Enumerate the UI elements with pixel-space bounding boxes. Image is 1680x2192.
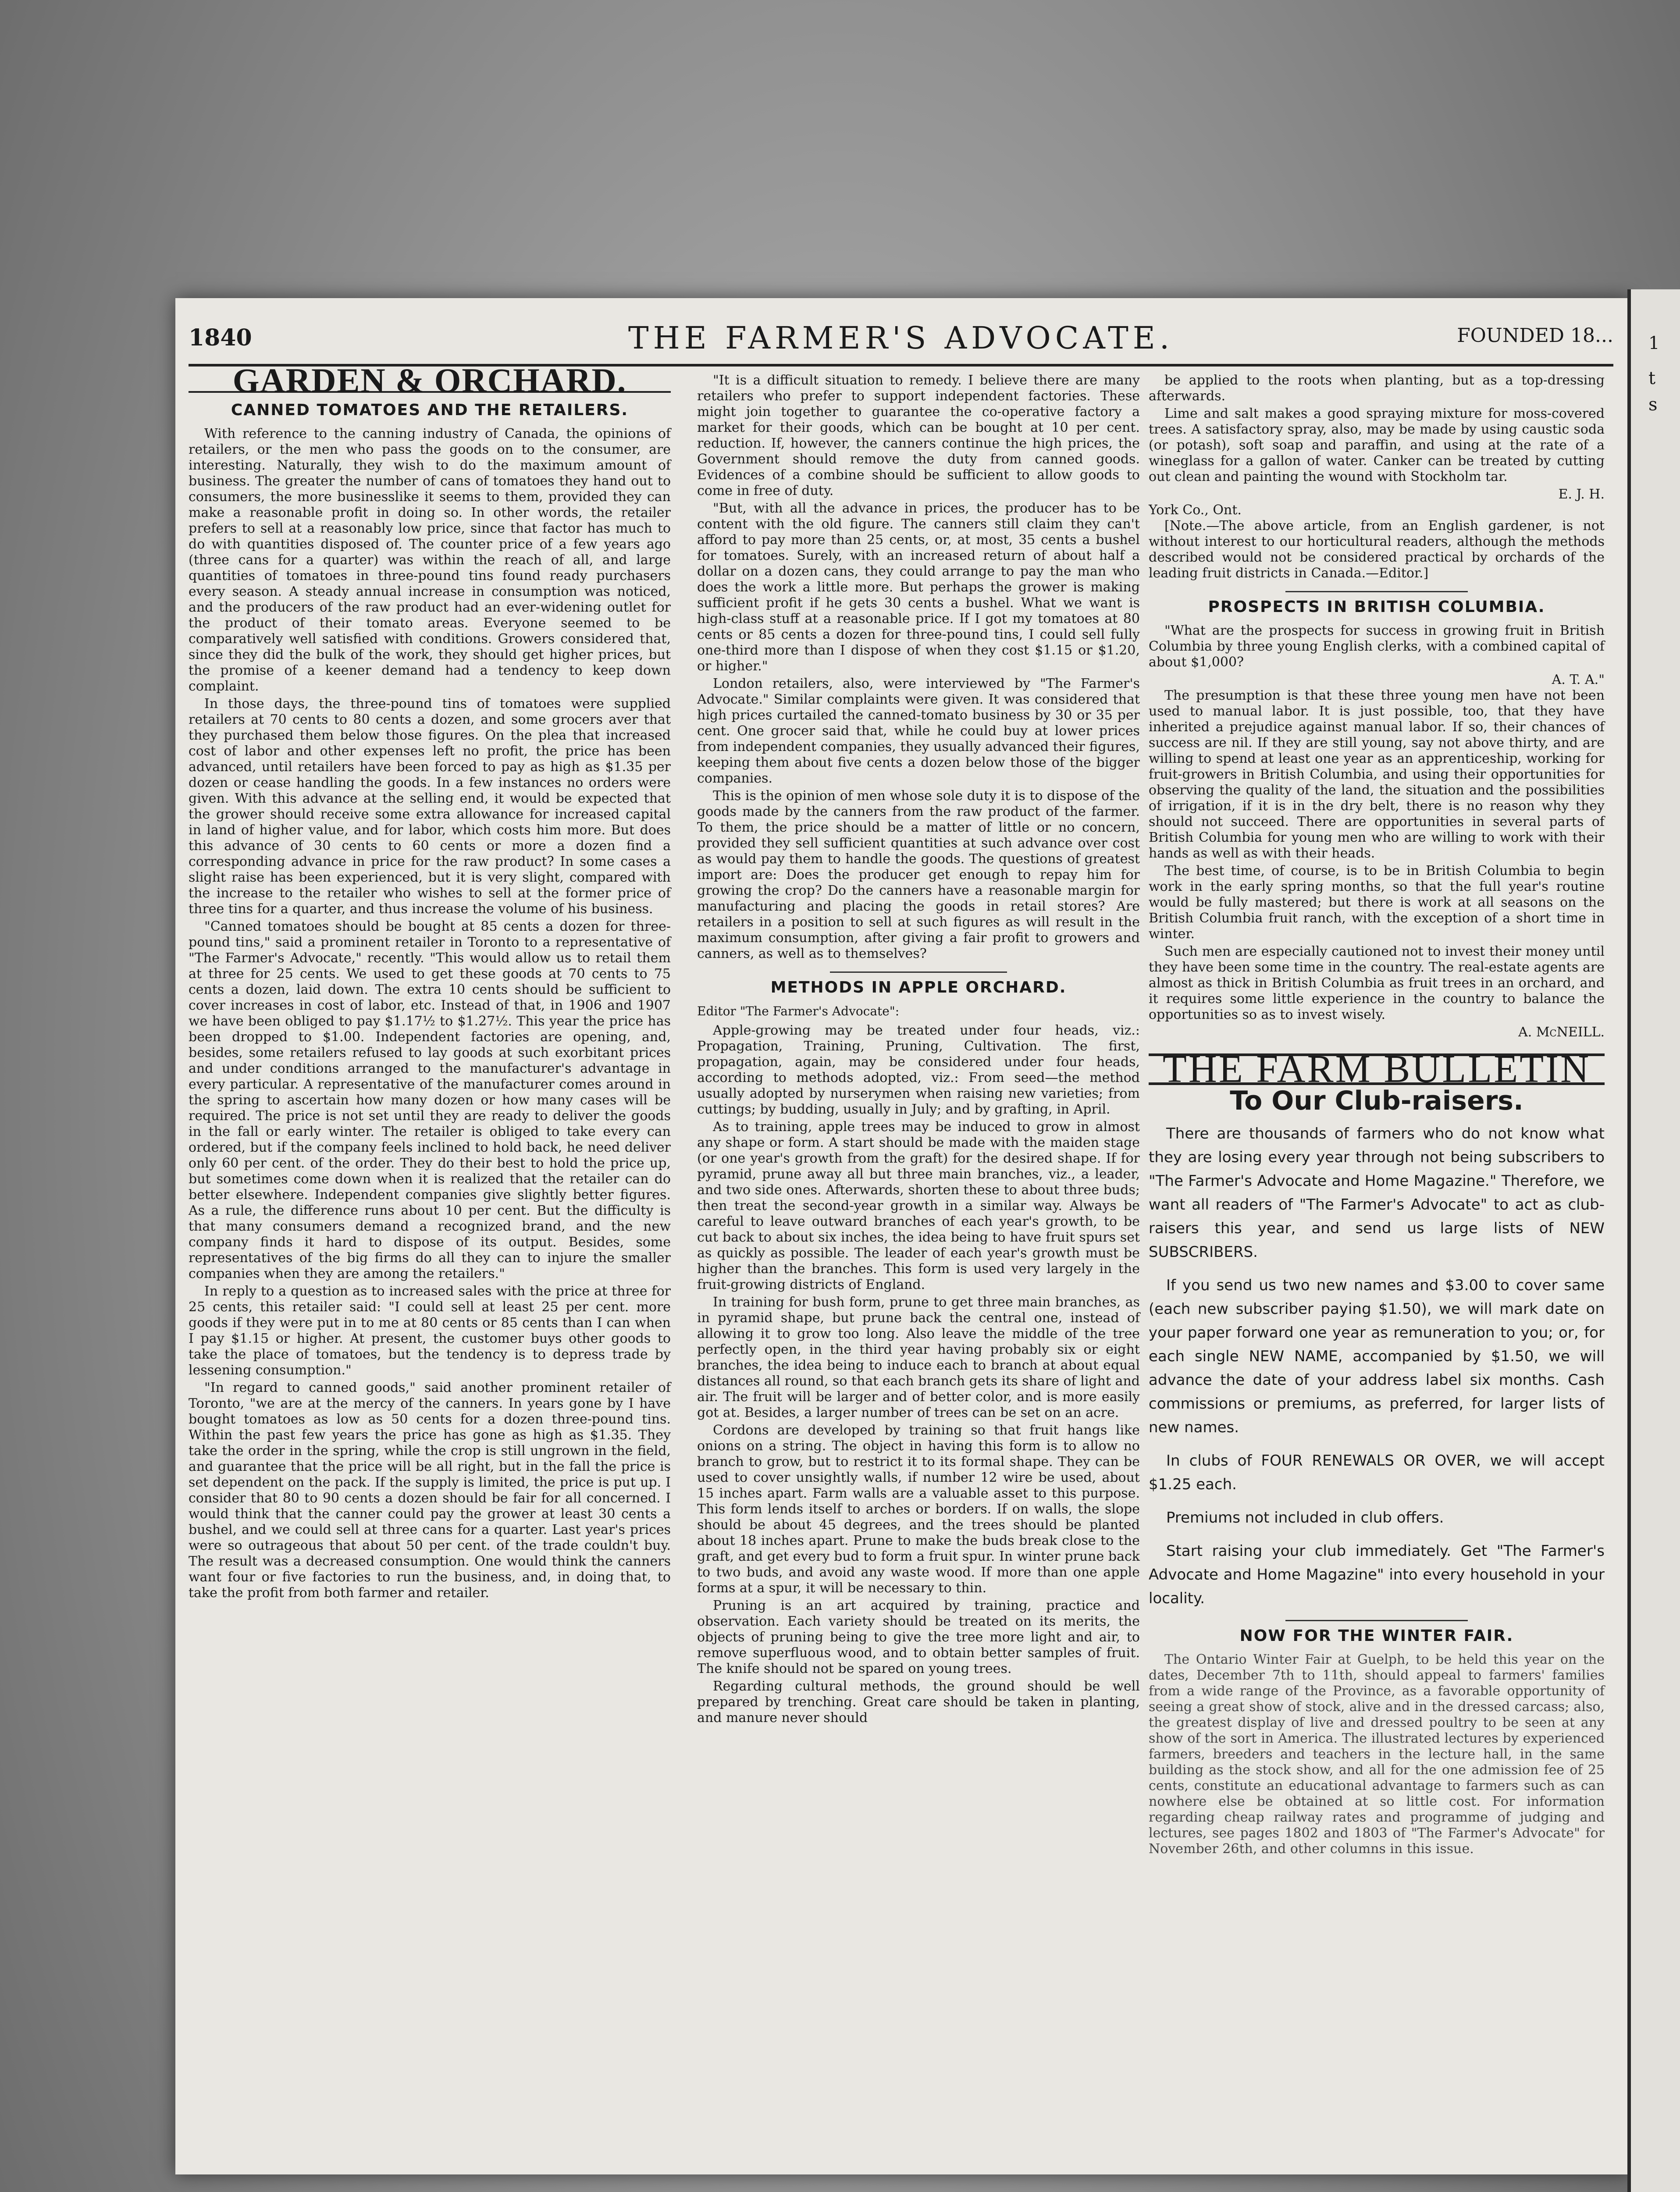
- place-line: York Co., Ont.: [1149, 502, 1242, 518]
- paragraph: Apple-growing may be treated under four heads, viz.: Propagation, Training, Pruning, Cultivation. The first, propagation, again, may be considered under four heads, according to methods adopted, viz.: From seed—the method usually adopted by nurserymen when raising new varieties; from cuttings; by budding, usually in July; and by grafting, in April.: [697, 1023, 1140, 1117]
- paragraph: The Ontario Winter Fair at Guelph, to be held this year on the dates, December 7th to 11th, should appeal to farmers' families from a wide range of the Province, as a favorable opportunity of seeing a great show of stock, alive and in the dressed carcass; also, the greatest display of live and dressed poultry to be seen at any show of the sort in America. The illustrated lectures by experienced farmers, breeders and teachers in the lecture hall, in the same building as the stock show, and all for the one admission fee of 25 cents, constitute an educational advantage to farmers such as can nowhere else be obtained at so little cost. For information regarding cheap railway rates and programme of judging and lectures, see pages 1802 and 1803 of "The Farmer's Advocate" for November 26th, and other columns in this issue.: [1149, 1652, 1605, 1857]
- paragraph: London retailers, also, were interviewed by "The Farmer's Advocate." Similar complaints were given. It was considered that high prices curtailed the canned-tomato business by 30 or 35 per cent. One grocer said that, while he could buy at lower prices from independent companies, they usually advanced their figures, keeping them about five cents a dozen below those of the bigger companies.: [697, 676, 1140, 786]
- paragraph: The presumption is that these three young men have not been used to manual labor. It is just possible, too, that they have inherited a prejudice against manual labor. If so, their chances of success are nil. If they are still young, say not above thirty, and are willing to spend at least one year as an apprenticeship, working for fruit-growers in British Columbia, and using their opportunities for observing the quality of the land, the situation and the possibilities of irrigation, if it is in the dry belt, there is no reason why they should not succeed. There are opportunities in several parts of British Columbia for young men who are willing to work with their hands as well as with their heads.: [1149, 688, 1605, 861]
- club-raisers-notice: [1149, 1122, 1605, 1610]
- column-2: [697, 373, 1140, 1728]
- paragraph: "In regard to canned goods," said another prominent retailer of Toronto, "we are at the mercy of the canners. In years gone by I have bought tomatoes as low as 50 cents for a dozen three-pound tins. Within the past few years the price has gone as high as $1.35. They take the order in the spring, while the crop is still ungrown in the field, and guarantee that the price will be all right, but in the fall the price is set dependent on the pack. If the supply is limited, the price is put up. I consider that 80 to 90 cents a dozen should be fair for all concerned. I would think that the canner could pay the grower at least 30 cents a bushel, and we could sell at three cans for a quarter. Last year's prices were so outrageous that about 50 per cent. of the trade couldn't buy. The result was a decreased consumption. One would think the canners want four or five factories to run the business, and, in doing that, to take the profit from both farmer and retailer.: [189, 1380, 671, 1601]
- article-headline: METHODS IN APPLE ORCHARD.: [770, 979, 1067, 996]
- divider: [1285, 1620, 1468, 1621]
- paragraph: Regarding cultural methods, the ground should be well prepared by trenching. Great care should be taken in planting, and manure never should: [697, 1679, 1140, 1726]
- paragraph: There are thousands of farmers who do not know what they are losing every year through not being subscribers to "The Farmer's Advocate and Home Magazine." Therefore, we want all readers of "The Farmer's Advocate" to act as club-raisers this year, and send us large lists of NEW SUBSCRIBERS.: [1149, 1125, 1605, 1261]
- paragraph: If you send us two new names and $3.00 to cover same (each new subscriber paying $1.50), we will mark date on your paper forward one year as remuneration to you; or, for each single NEW NAME, accompanied by $1.50, we will advance the date of your address label six months. Cash commissions or premiums, as preferred, for larger lists of new names.: [1149, 1277, 1605, 1436]
- paragraph: In those days, the three-pound tins of tomatoes were supplied retailers at 70 cents to 80 cents a dozen, and some grocers aver that they purchased them below those figures. On the plea that increased cost of labor and other expenses left no profit, the price has been advanced, until retailers have been forced to pay as high as $1.35 per dozen or cease handling the goods. In a few instances no orders were given. With this advance at the selling end, it would be expected that the grower should receive some extra allowance for increased capital in land of higher value, and for labor, which costs him more. But does this advance of 30 cents to 60 cents or more a dozen find a corresponding advance in price for the raw product? In some cases a slight raise has been experienced, but it is very slight, compared with the increase to the retailer who wishes to sell at the former price of three tins for a quarter, and thus increase the volume of his business.: [189, 696, 671, 917]
- paragraph: Premiums not included in club offers.: [1166, 1509, 1444, 1527]
- paragraph: Such men are especially cautioned not to invest their money until they have been some time in the country. The real-estate agents are almost as thick in British Columbia as fruit trees in an orchard, and it requires some little experience in the country to balance the opportunities so as to invest wisely.: [1149, 944, 1605, 1022]
- article-headline: NOW FOR THE WINTER FAIR.: [1239, 1627, 1514, 1645]
- divider: [830, 971, 1007, 973]
- paragraph: Start raising your club immediately. Get "The Farmer's Advocate and Home Magazine" into every household in your locality.: [1149, 1542, 1605, 1607]
- next-page-edge: 1 t s: [1627, 289, 1680, 2192]
- signature: E. J. H.: [1558, 487, 1605, 502]
- page-number: 1840: [189, 324, 252, 351]
- paragraph: In training for bush form, prune to get three main branches, as in pyramid shape, but prune back the central one, instead of allowing it to grow too long. Also leave the middle of the tree perfectly open, in the third year having probably six or eight branches, the idea being to induce each to branch at about equal distances all round, so that each branch gets its share of light and air. The fruit will be larger and of better color, and is more easily got at. Besides, a larger number of trees can be set on an acre.: [697, 1295, 1140, 1420]
- paragraph: With reference to the canning industry of Canada, the opinions of retailers, or the men who pass the goods on to the consumer, are interesting. Naturally, they wish to do the maximum amount of business. The greater the number of cans of tomatoes they hand out to consumers, the more businesslike it seems to them, provided they can make a reasonable profit in doing so. In other words, the retailer prefers to sell at a reasonably low price, since that factor has much to do with quantities disposed of. The counter price of a few years ago (three cans for a quarter) was within the reach of all, and large quantities of tomatoes in three-pound tins found ready purchasers every season. A steady annual increase in consumption was noticed, and the producers of the raw product had an ever-widening outlet for the product of their tomato areas. Everyone seemed to be comparatively well satisfied with conditions. Growers considered that, since they did the bulk of the work, they should get higher prices, but the promise of a keener demand had a tendency to keep down complaint.: [189, 426, 671, 694]
- paragraph: In reply to a question as to increased sales with the price at three for 25 cents, this retailer said: "I could sell at least 25 per cent. more goods if they were put in to me at 80 cents or 85 cents than I can when I pay $1.15 or higher. At present, the customer buys other goods to take the place of tomatoes, but the tendency is to depress trade by lessening consumption.": [189, 1284, 671, 1378]
- column-1: [189, 361, 671, 1603]
- paragraph: be applied to the roots when planting, but as a top-dressing afterwards.: [1149, 373, 1605, 404]
- page-header: [189, 316, 1613, 367]
- paragraph: The best time, of course, is to be in British Columbia to begin work in the early spring months, so that the full year's routine would be fully mastered; but there is work at all seasons on the British Columbia fruit ranch, with the exception of a short time in winter.: [1149, 863, 1605, 942]
- section-title-garden-orchard: GARDEN & ORCHARD.: [189, 373, 671, 393]
- paragraph: "What are the prospects for success in growing fruit in British Columbia by three young English clerks, with a combined capital of about $1,000?: [1149, 623, 1605, 670]
- paragraph: "Canned tomatoes should be bought at 85 cents a dozen for three-pound tins," said a prominent retailer in Toronto to a representative of "The Farmer's Advocate," recently. "This would allow us to retail them at three for 25 cents. We used to get these goods at 70 cents to 75 cents a dozen, laid down. The extra 10 cents should be sufficient to cover increases in cost of labor, etc. Instead of that, in 1906 and 1907 we have been obliged to pay $1.17½ to $1.27½. This year the price has been dropped to $1.00. Independent factories are opening, and, besides, some retailers refused to lay goods at such exorbitant prices and under conditions arranged to the manufacturer's advantage in every particular. A representative of the manufacturer comes around in the spring to ascertain how many dozen or how many cases will be required. The price is not set until they are ready to deliver the goods in the fall or early winter. The retailer is obliged to take every can ordered, but if the company feels inclined to hold back, he need deliver only 60 per cent. of the order. They do their best to hold the price up, but sometimes come down when it is realized that the retailer can do better elsewhere. Independent companies give slightly better figures. As a rule, the difference runs about 10 per cent. But the difficulty is that many consumers demand a recognized brand, and the new company finds it hard to dispose of its output. Besides, some representatives of the big firms do all they can to injure the smaller companies when they are among the retailers.": [189, 919, 671, 1281]
- editor-note: [Note.—The above article, from an English gardener, is not without interest to our horticultural readers, although the methods described would not be considered practical by orchards of the leading fruit districts in Canada.—Editor.]: [1149, 518, 1605, 581]
- divider: [1285, 591, 1468, 592]
- signature: A. McNEILL.: [1518, 1025, 1605, 1040]
- paragraph: Lime and salt makes a good spraying mixture for moss-covered trees. A satisfactory spray, also, may be made by using caustic soda (or potash), soft soap and paraffin, and using at the rate of a wineglass for a gallon of water. Canker can be treated by cutting out clean and painting the wound with Stockholm tar.: [1149, 406, 1605, 484]
- masthead: THE FARMER'S ADVOCATE.: [628, 320, 1174, 356]
- signature: A. T. A.": [1552, 672, 1605, 687]
- paragraph: As to training, apple trees may be induced to grow in almost any shape or form. A start should be made with the maiden stage (or one year's growth from the graft) for the desired shape. If for pyramid, prune away all but three main branches, viz., a leader, and two side ones. Afterwards, shorten these to about three buds; then treat the second-year growth in a similar way. Always be careful to leave outward branches of each year's growth, to be cut back to about six inches, the idea being to have fruit spurs set as quickly as possible. The leader of each year's growth must be higher than the branches. This form is used very largely in the fruit-growing districts of England.: [697, 1119, 1140, 1292]
- farm-bulletin-title: THE FARM BULLETIN: [1149, 1053, 1605, 1085]
- founded-label: FOUNDED 18...: [1457, 324, 1613, 347]
- byline: Editor "The Farmer's Advocate":: [697, 1004, 900, 1018]
- article-headline: CANNED TOMATOES AND THE RETAILERS.: [231, 401, 629, 419]
- article-headline: PROSPECTS IN BRITISH COLUMBIA.: [1208, 598, 1545, 616]
- club-raisers-heading: To Our Club-raisers.: [1230, 1085, 1523, 1116]
- paragraph: Cordons are developed by training so that fruit hangs like onions on a string. The object in having this form is to allow no branch to grow, but to restrict it to its formal shape. They can be used to cover unsightly walls, if number 12 wire be used, about 15 inches apart. Farm walls are a valuable asset to this purpose. This form lends itself to arches or borders. If on walls, the slope should be about 45 degrees, and the trees should be planted about 18 inches apart. Prune to make the buds break close to the graft, and get every bud to form a fruit spur. In winter prune back to two buds, and avoid any waste wood. If more than one apple forms at a spur, it will be necessary to thin.: [697, 1423, 1140, 1596]
- paragraph: "But, with all the advance in prices, the producer has to be content with the old figure. The canners still claim they can't afford to pay more than 25 cents, or, at most, 35 cents a bushel for tomatoes. Surely, with an increased return of about half a dollar on a dozen cans, they could arrange to pay the man who does the work a little more. But perhaps the grower is making sufficient profit if he gets 30 cents a bushel. What we want is high-class stuff at a reasonable price. If I got my tomatoes at 80 cents or 85 cents a dozen for three-pound tins, I could sell fully one-third more than I dispose of when they cost $1.15 or $1.20, or higher.": [697, 501, 1140, 674]
- paragraph: "It is a difficult situation to remedy. I believe there are many retailers who prefer to support independent factories. These might join together to guarantee the co-operative factory a market for their goods, which can be bought at 10 per cent. reduction. If, however, the canners continue the high prices, the Government should remove the duty from canned goods. Evidences of a combine should be sufficient to allow goods to come in free of duty.: [697, 373, 1140, 498]
- column-3: [1149, 373, 1605, 1859]
- paragraph: Pruning is an art acquired by training, practice and observation. Each variety should be treated on its merits, the objects of pruning being to give the tree more light and air, to remove superfluous wood, and to obtain better samples of fruit. The knife should not be spared on young trees.: [697, 1598, 1140, 1676]
- paragraph: This is the opinion of men whose sole duty it is to dispose of the goods made by the canners from the raw product of the farmer. To them, the price should be a matter of little or no concern, provided they sell sufficient quantities at such advance over cost as would pay them to handle the goods. The questions of greatest import are: Does the producer get enough to repay him for growing the crop? Do the canners have a reasonable margin for manufacturing and placing the goods in retail stores? Are retailers in a position to sell at such figures as will result in the maximum consumption, after giving a fair profit to growers and canners, as well as to themselves?: [697, 788, 1140, 961]
- paragraph: In clubs of FOUR RENEWALS OR OVER, we will accept $1.25 each.: [1149, 1452, 1605, 1493]
